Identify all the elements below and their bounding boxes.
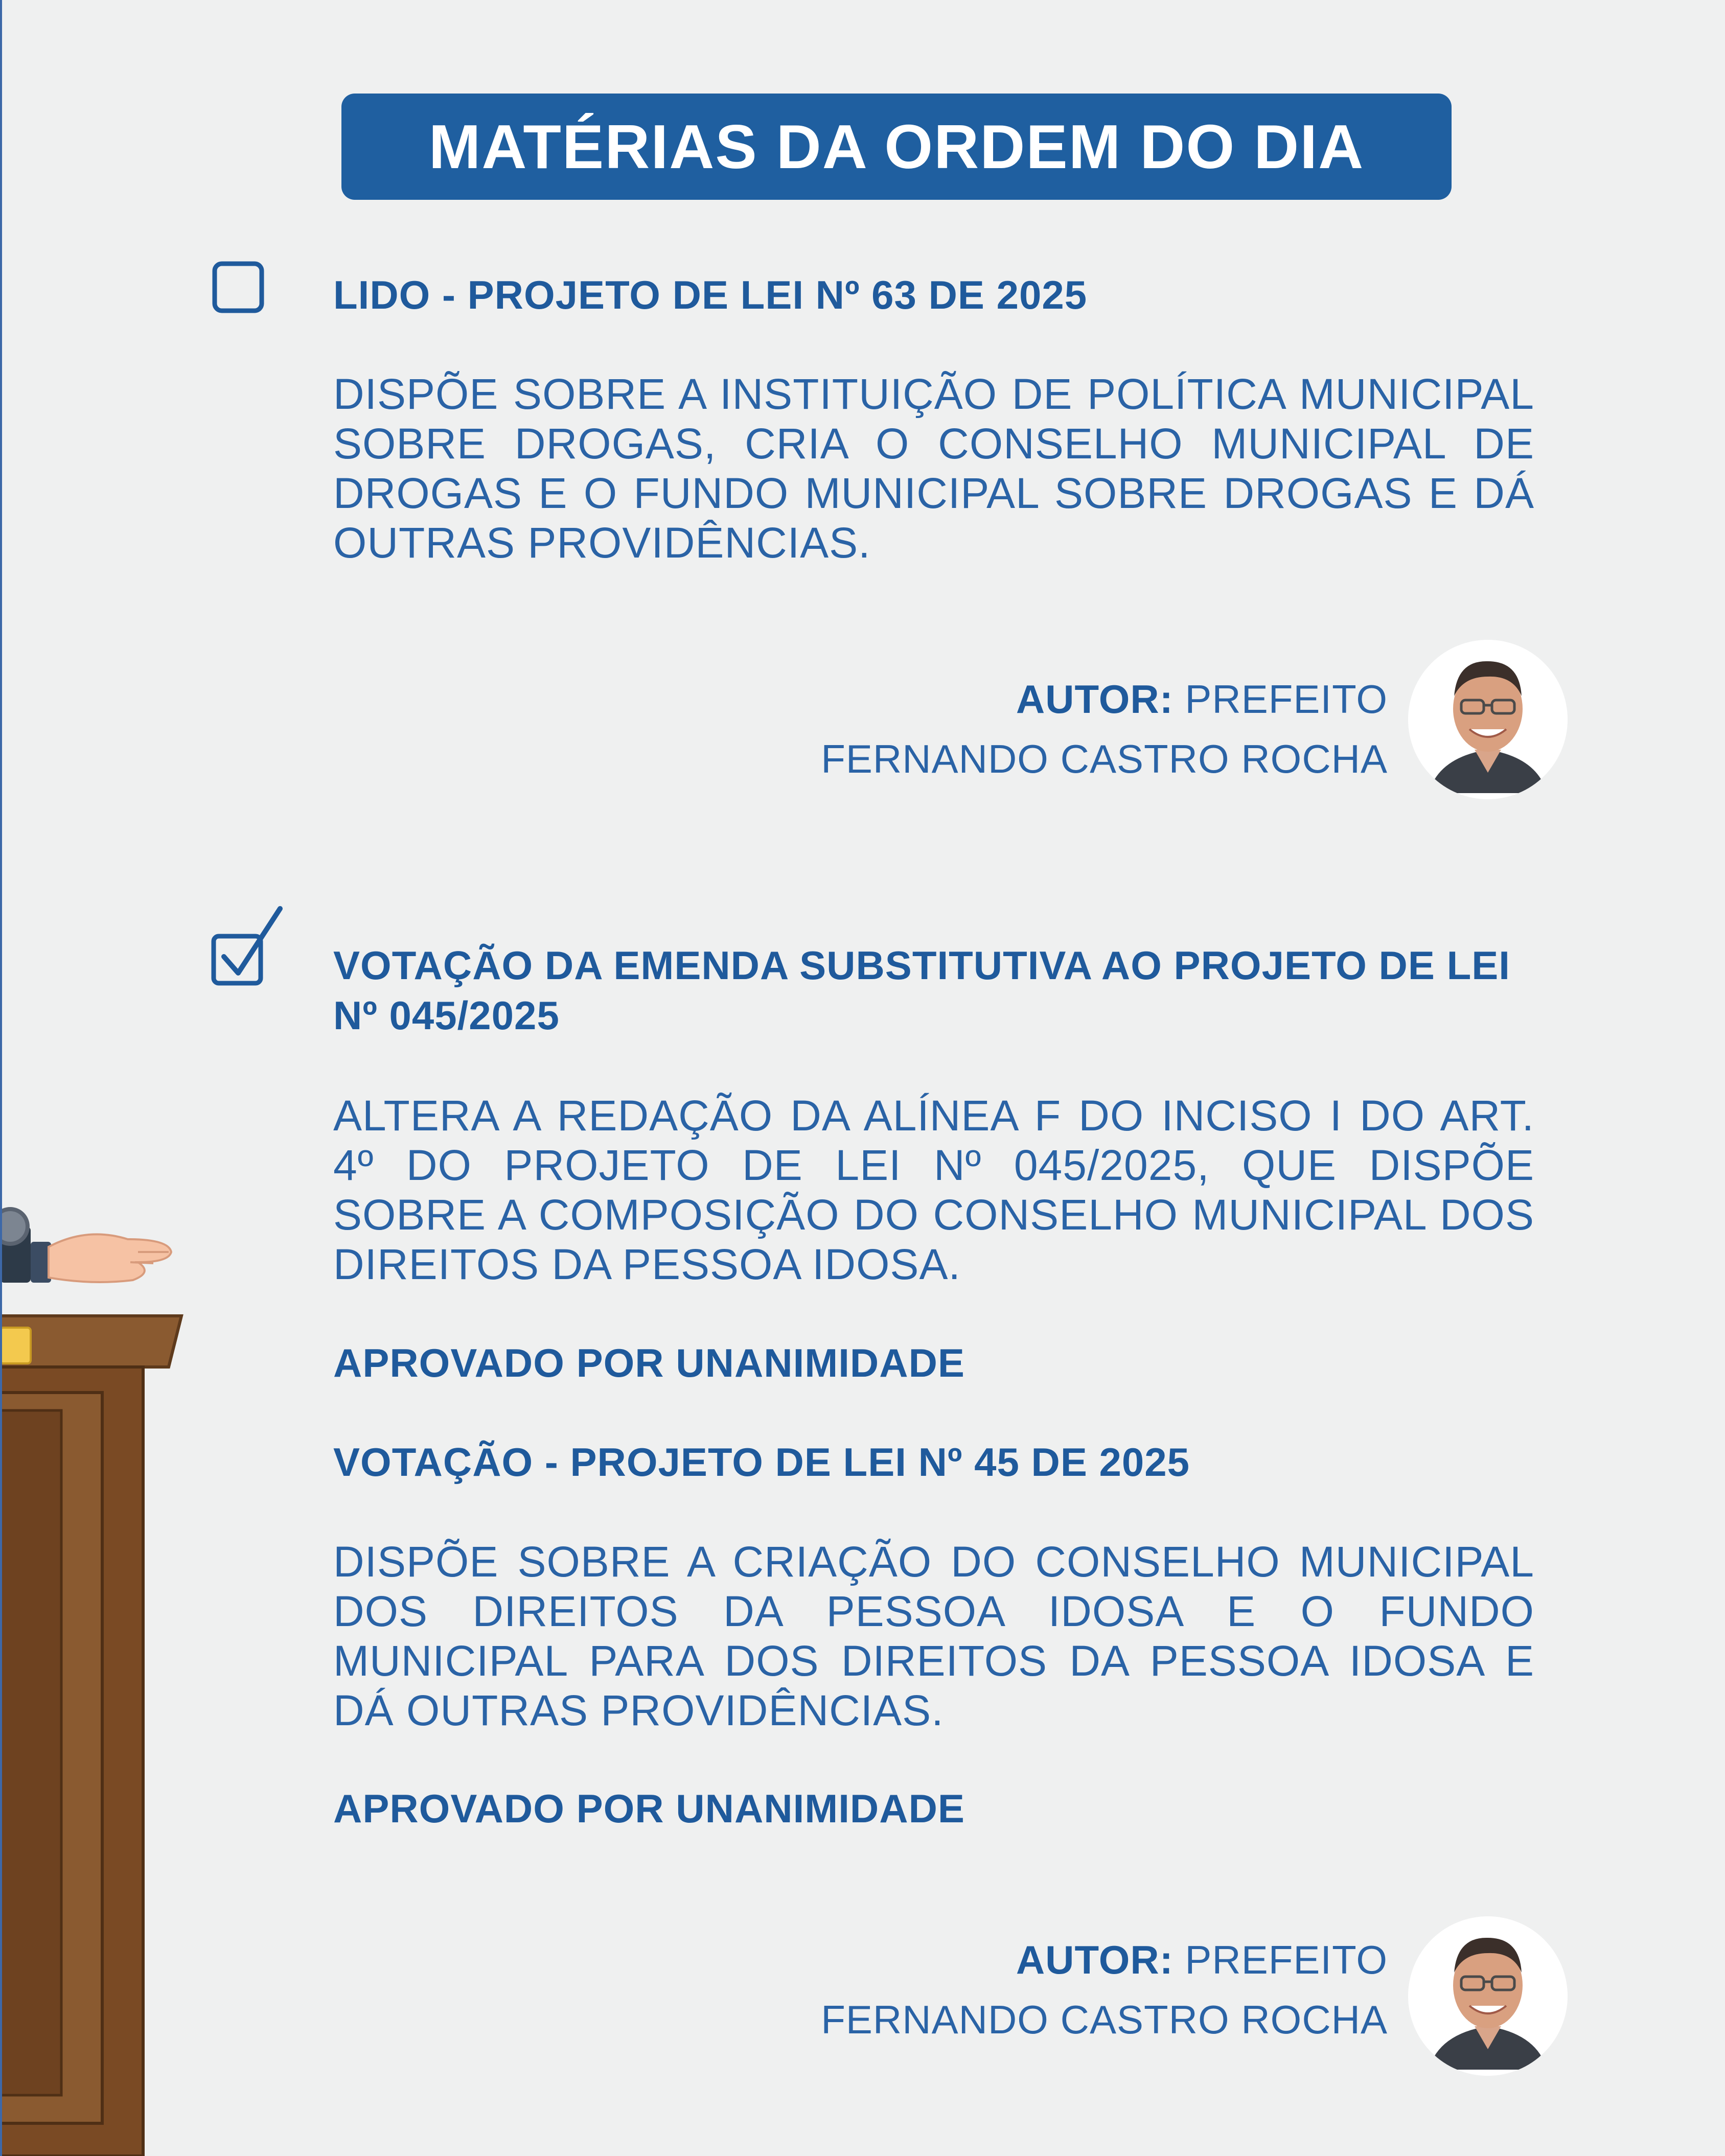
- author-label: AUTOR:: [1016, 677, 1174, 722]
- item-2-result: APROVADO POR UNANIMIDADE: [333, 1340, 965, 1385]
- author-role: PREFEITO: [1185, 1937, 1388, 1982]
- avatar: [1408, 640, 1568, 799]
- item-2-description: ALTERA A REDAÇÃO DA ALÍNEA F DO INCISO I DO ART. 4º DO PROJETO DE LEI Nº 045/2025, QUE DISPÕE SOBRE A COMPOSIÇÃO DO CONSELHO MUNICIPAL DOS DIREITOS DA PESSOA IDOSA.: [333, 1092, 1534, 1288]
- author-photo: [1408, 640, 1568, 799]
- item-2-heading-2: VOTAÇÃO - PROJETO DE LEI Nº 45 DE 2025: [333, 1440, 1190, 1485]
- title-banner: [341, 94, 1452, 200]
- author-name: FERNANDO CASTRO ROCHA: [821, 1997, 1388, 2042]
- item-1-description: DISPÕE SOBRE A INSTITUIÇÃO DE POLÍTICA MUNICIPAL SOBRE DROGAS, CRIA O CONSELHO MUNICIPAL DE DROGAS E O FUNDO MUNICIPAL SOBRE DROGAS E DÁ OUTRAS PROVIDÊNCIAS.: [333, 370, 1534, 567]
- item-2-description-2: DISPÕE SOBRE A CRIAÇÃO DO CONSELHO MUNICIPAL DOS DIREITOS DA PESSOA IDOSA E O FUNDO MUNICIPAL PARA DOS DIREITOS DA PESSOA IDOSA E DÁ OUTRAS PROVIDÊNCIAS.: [333, 1538, 1534, 1734]
- item-2-author: [570, 1930, 1388, 2050]
- item-2-result-2: APROVADO POR UNANIMIDADE: [333, 1786, 965, 1831]
- avatar: [1408, 1916, 1568, 2076]
- page-title: MATÉRIAS DA ORDEM DO DIA: [428, 112, 1365, 181]
- checked-checkbox-icon: [209, 906, 285, 987]
- item-1-author: [570, 669, 1388, 789]
- left-edge-line: [0, 0, 2, 2156]
- hand-icon: [31, 1234, 171, 1283]
- author-role: PREFEITO: [1185, 677, 1388, 722]
- microphone-icon: [0, 1207, 31, 1283]
- author-name: FERNANDO CASTRO ROCHA: [821, 736, 1388, 781]
- item-1-heading: LIDO - PROJETO DE LEI Nº 63 DE 2025: [333, 272, 1088, 317]
- podium-illustration: [0, 1191, 184, 2156]
- item-2-heading: VOTAÇÃO DA EMENDA SUBSTITUTIVA AO PROJETO DE LEI Nº 045/2025: [333, 943, 1510, 1038]
- author-label: AUTOR:: [1016, 1937, 1174, 1982]
- author-photo: [1408, 1916, 1568, 2076]
- empty-checkbox-icon: [211, 260, 266, 315]
